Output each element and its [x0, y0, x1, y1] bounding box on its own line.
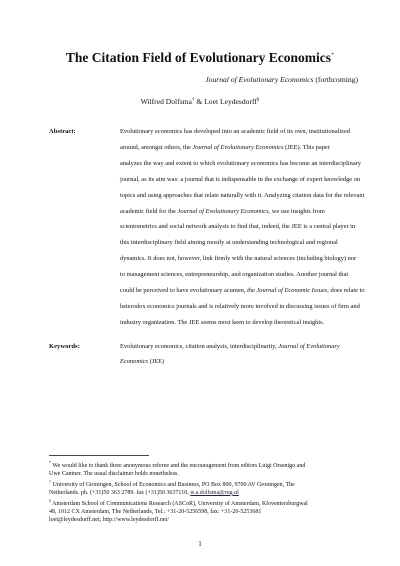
keywords-text — [120, 339, 362, 369]
italic-title: Economics — [120, 358, 149, 365]
keywords-label: Keywords: — [49, 343, 80, 350]
text-line: Netherlands. ph. (+31)50 363 2789. fax (+31)50 3637110, w.a.dolfsma@rug.nl — [49, 489, 239, 496]
journal-status: (forthcoming) — [315, 75, 358, 84]
text-line: heterodox economics journals and is relatively more involved in discussing issues of firm and — [120, 302, 360, 310]
text-line: industry organization. The JEE seems most keen to develop theoretical insights. — [120, 318, 325, 326]
text-line: could be perceived to have evolutionary acumen, the Journal of Economic Issues, does relate to — [120, 287, 365, 295]
text-line: Evolutionary economics has developed into an academic field of its own, institutionalized — [120, 128, 351, 135]
italic-title: Journal of Evolutionary Economics — [192, 143, 284, 151]
abstract-text — [120, 124, 365, 331]
footnote — [49, 459, 365, 478]
text-line: Evolutionary economics, citation analysis, interdisciplinarity, Journal of Evolutionary — [120, 343, 340, 350]
italic-title: Journal of Evolutionary Economics, — [177, 207, 271, 215]
text-line: 48, 1012 CX Amsterdam, The Netherlands, Tel.: +31-20-5256598, fax: +31-20-5253681 — [49, 508, 262, 515]
footnotes — [49, 459, 365, 524]
author-marker: † — [191, 97, 195, 103]
author-name: Wilfred Dolfsma — [140, 97, 192, 106]
paper-title: The Citation Field of Evolutionary Economics* — [65, 50, 335, 65]
footnote-marker: † — [49, 479, 51, 485]
footnote-marker: * — [49, 460, 51, 465]
text-line: academic field for the Journal of Evolutionary Economics, we use insights from — [120, 207, 325, 215]
text-line: † University of Groningen, School of Economics and Business, PO Box 800, 9700 AV Groningen, The — [49, 479, 295, 489]
footnote — [49, 497, 365, 524]
text-line: dynamics. It does not, however, link firmly with the natural sciences (including biology) nor — [120, 255, 357, 263]
author-line — [0, 97, 400, 106]
journal-reference — [205, 75, 358, 84]
text-line: analyzes the way and extent to which evolutionary economics has become an interdisciplinary — [120, 159, 361, 167]
title-footnote-marker: * — [331, 52, 335, 59]
text-line: § Amsterdam School of Communications Research (ASCoR), University of Amsterdam, Kloveniersburgwal — [49, 498, 308, 508]
author-name: & Loet Leydesdorff — [196, 97, 257, 106]
text-line: scientometrics and social network analysis to find that, indeed, the JEE is a central player in — [120, 223, 356, 231]
email-link[interactable]: w.a.dolfsma@rug.nl — [190, 489, 239, 496]
footnote-marker: § — [49, 498, 51, 504]
text-line: loet@leydesdorff.net; http://www.leydesdorff.net/ — [49, 516, 169, 523]
text-line: journal, as its aim was: a journal that is indispensable in the exchange of expert knowledge on — [120, 175, 361, 183]
author-marker: § — [256, 97, 260, 103]
text-line: Economics (JEE) — [120, 358, 165, 365]
italic-title: Journal of Evolutionary — [278, 343, 340, 350]
text-line: * We would like to thank three anonymous referee and the encouragement from editors Luigi Orsenigo and — [49, 460, 306, 469]
text-line: topics and using approaches that relate naturally with it. Analyzing citation data for the relevant — [120, 191, 365, 199]
abstract-label: Abstract: — [49, 128, 76, 135]
journal-name: Journal of Evolutionary Economics — [205, 75, 314, 84]
text-line: this interdisciplinary field aiming mostly at understanding technological and regional — [120, 239, 338, 247]
footnote-divider — [49, 455, 149, 456]
footnote — [49, 478, 365, 497]
text-line: Uwe Cantner. The usual disclaimer holds nonetheless. — [49, 470, 179, 477]
text-line: to management sciences, entrepreneurship, and organization studies. Another journal that — [120, 271, 349, 279]
text-line: around, amongst others, the Journal of Evolutionary Economics (JEE). This paper — [120, 143, 330, 151]
page-number: 1 — [198, 540, 202, 548]
italic-title: the Journal of Economic Issues — [247, 287, 328, 295]
